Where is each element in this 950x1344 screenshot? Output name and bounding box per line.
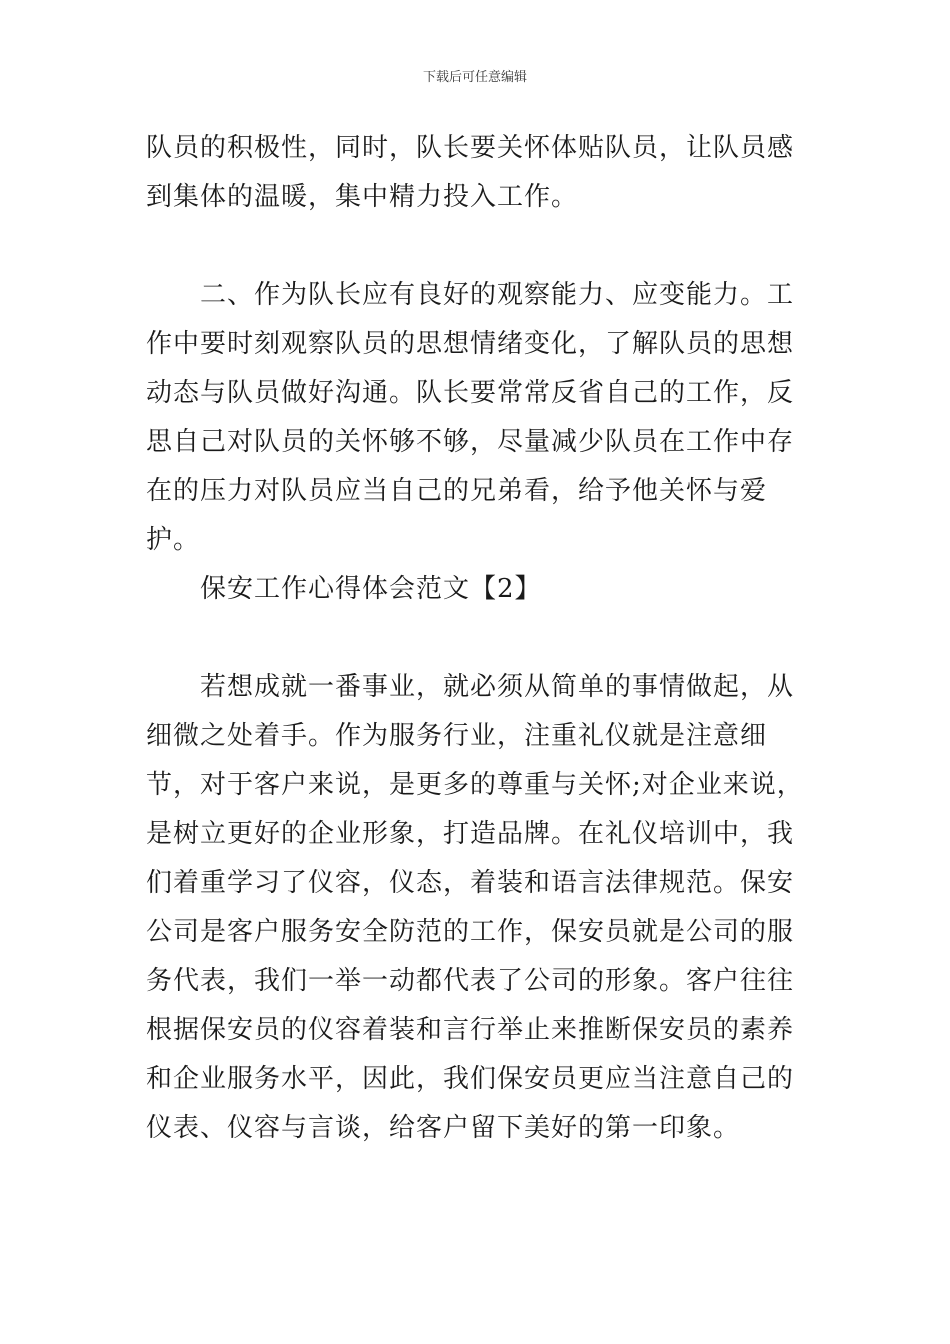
- paragraph-3: 若想成就一番事业，就必须从简单的事情做起，从细微之处着手。作为服务行业，注重礼仪就是注意细节，对于客户来说，是更多的尊重与关怀;对企业来说，是树立更好的企业形象，打造品牌。在礼仪培训中，我们着重学习了仪容，仪态，着装和语言法律规范。保安公司是客户服务安全防范的工作，保安员就是公司的服务代表，我们一举一动都代表了公司的形象。客户往往根据保安员的仪容着装和言行举止来推断保安员的素养和企业服务水平，因此，我们保安员更应当注意自己的仪表、仪容与言谈，给客户留下美好的第一印象。: [146, 672, 804, 1143]
- document-body: [146, 124, 806, 1153]
- page-header: 下载后可任意编辑: [422, 70, 527, 85]
- paragraph-2: 二、作为队长应有良好的观察能力、应变能力。工作中要时刻观察队员的思想情绪变化，了解队员的思想动态与队员做好沟通。队长要常常反省自己的工作，反思自己对队员的关怀够不够，尽量减少队员在工作中存在的压力对队员应当自己的兄弟看，给予他关怀与爱护。: [146, 280, 795, 555]
- section-heading: 保安工作心得体会范文【2】: [200, 574, 542, 604]
- paragraph-1: 队员的积极性，同时，队长要关怀体贴队员，让队员感到集体的温暖，集中精力投入工作。: [146, 133, 795, 212]
